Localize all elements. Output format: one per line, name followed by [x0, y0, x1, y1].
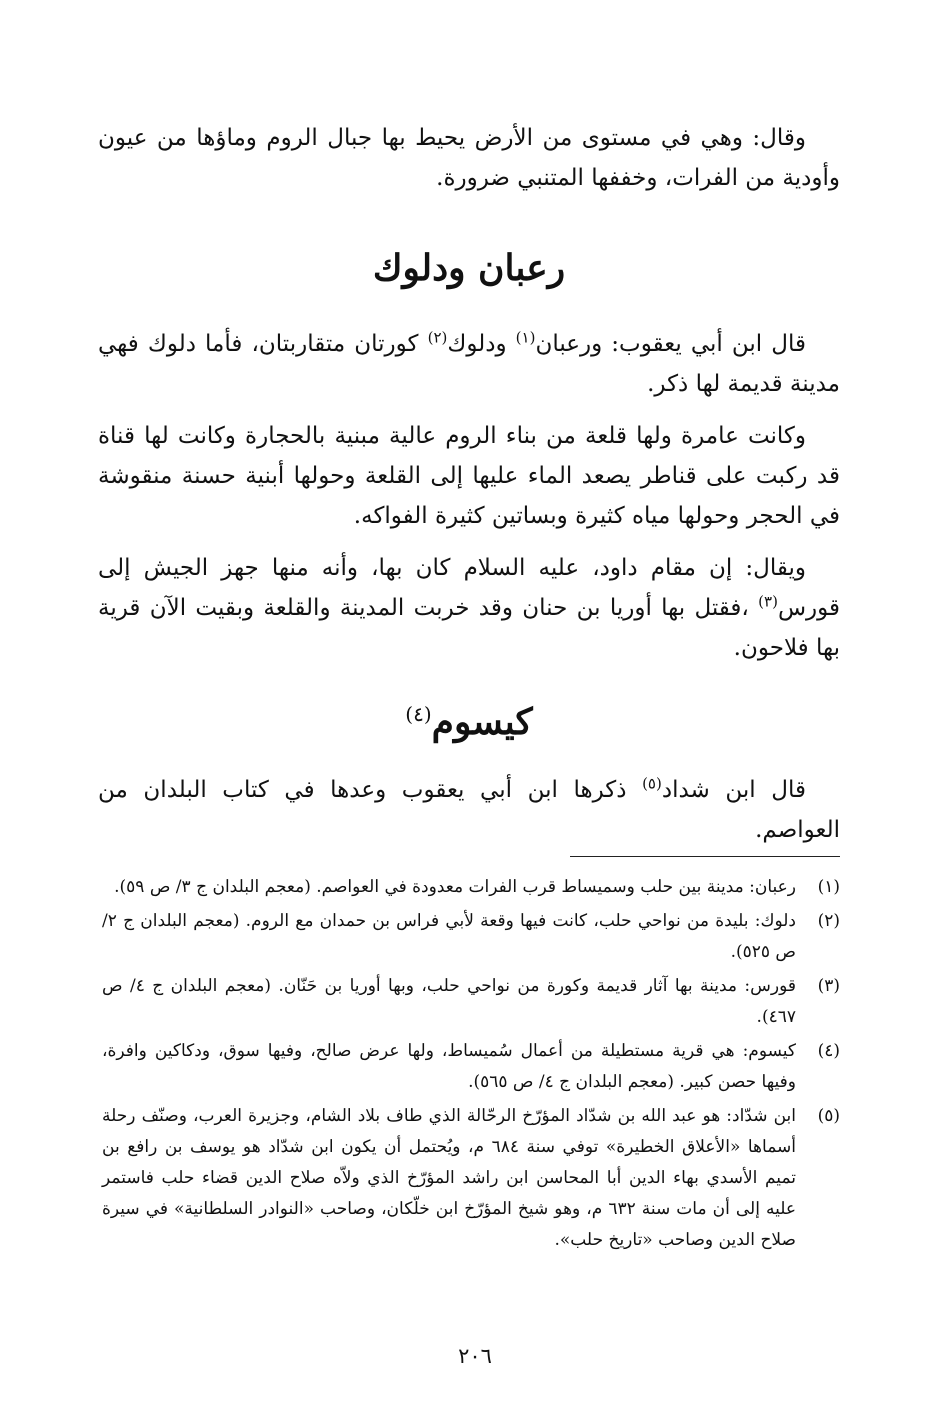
text-run: قال ابن شداد [661, 777, 806, 803]
footnote-ref-2[interactable]: (٢) [427, 328, 448, 347]
page-number: ٢٠٦ [458, 1344, 492, 1368]
footnote-4 [102, 1036, 840, 1098]
footnote-number: (٢) [817, 911, 840, 931]
footnote-text: رعبان: مدينة بين حلب وسميساط قرب الفرات معدودة في العواصم. (معجم البلدان ج ٣/ ص ٥٩). [114, 877, 796, 897]
section-title-raban-duluk: رعبان ودلوك [372, 247, 566, 289]
text-run: ويقال: إن مقام داود، عليه السلام كان بها، وأنه منها جهز الجيش إلى قورس [98, 555, 840, 621]
page-body [98, 118, 840, 850]
intro-paragraph: وقال: وهي في مستوى من الأرض يحيط بها جبال الروم وماؤها من عيون وأودية من الفرات، وخففها المتنبي ضرورة. [98, 125, 840, 191]
raban-paragraph-2: وكانت عامرة ولها قلعة من بناء الروم عالية مبنية بالحجارة وكانت لها قناة قد ركبت على قناطر يصعد الماء عليها إلى القلعة وحولها أبنية حسنة منقوشة في الحجر وحولها مياه كثيرة وبساتين كثيرة الفواكه. [98, 423, 840, 529]
footnote-number: (٣) [817, 976, 840, 996]
footnote-ref-1[interactable]: (١) [515, 328, 536, 347]
footnote-text: قورس: مدينة بها آثار قديمة وكورة من نواحي حلب، وبها أوريا بن حَنّان. (معجم البلدان ج ٤/ ص ٤٦٧). [102, 976, 796, 1027]
text-run: كورتان متقاربتان، فأما دلوك فهي مدينة قديمة لها ذكر. [98, 331, 840, 397]
raban-paragraph-3 [98, 548, 840, 668]
kaysum-paragraph-1 [98, 770, 840, 850]
footnote-ref-5[interactable]: (٥) [642, 774, 662, 793]
section-title-kaysum [98, 702, 840, 742]
text-run: ودلوك [447, 331, 516, 357]
text-run: ذكرها ابن أبي يعقوب وعدها في كتاب البلدان من العواصم. [98, 777, 840, 843]
section-title-text: كيسوم [431, 701, 533, 743]
footnotes [102, 872, 840, 1259]
footnote-number: (٥) [817, 1106, 840, 1126]
footnote-ref-4[interactable]: (٤) [405, 702, 432, 726]
footnote-ref-3[interactable]: (٣) [758, 592, 778, 611]
text-run: ،فقتل بها أوريا بن حنان وقد خربت المدينة والقلعة وبقيت الآن قرية بها فلاحون. [98, 595, 840, 661]
raban-paragraph-1 [98, 324, 840, 404]
footnote-text: ابن شدّاد: هو عبد الله بن شدّاد المؤرّخ الرحّالة الذي طاف بلاد الشام، وجزيرة العرب، وصنّف رحلة أسماها «الأعلاق الخطيرة» توفي سنة ٦٨٤ م، ويُحتمل أن يكون ابن شدّاد هو يوسف بن رافع بن تميم الأسدي بهاء الدين أبا المحاسن ابن راشد المؤرّخ الذي ولاّه صلاح الدين قضاء حلب فاستمر عليه إلى أن مات سنة ٦٣٢ م، وهو شيخ المؤرّخ ابن خلّكان، وصاحب «النوادر السلطانية» في سيرة صلاح الدين وصاحب «تاريخ حلب». [102, 1106, 796, 1250]
footnote-3 [102, 971, 840, 1033]
text-run: قال ابن أبي يعقوب: ورعبان [535, 331, 806, 357]
footnote-text: دلوك: بليدة من نواحي حلب، كانت فيها وقعة لأبي فراس بن حمدان مع الروم. (معجم البلدان ج ٢/ ص ٥٢٥). [102, 911, 796, 962]
footnote-2 [102, 906, 840, 968]
footnote-number: (٤) [817, 1041, 840, 1061]
footnote-text: كيسوم: هي قرية مستطيلة من أعمال سُميساط، ولها عرض صالح، وفيها سوق، ودكاكين وافرة، وفيها حصن كبير. (معجم البلدان ج ٤/ ص ٥٦٥). [102, 1041, 796, 1092]
footnote-1 [102, 872, 840, 903]
footnote-5 [102, 1101, 840, 1256]
footnote-number: (١) [817, 877, 840, 897]
footnote-separator [570, 856, 840, 857]
